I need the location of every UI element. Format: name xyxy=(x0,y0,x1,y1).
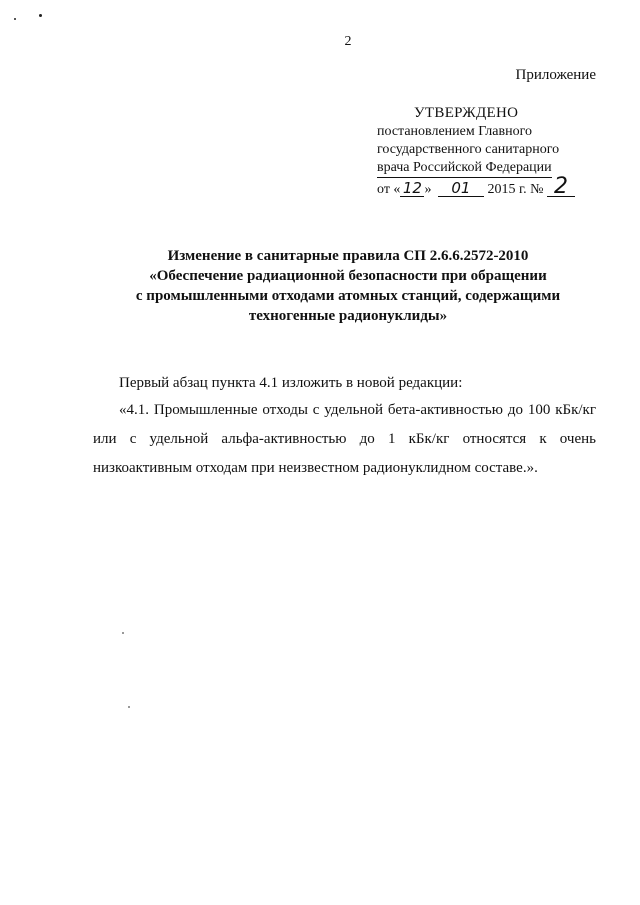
title-line: «Обеспечение радиационной безопасности при обращении xyxy=(149,268,547,284)
lead-sentence: Первый абзац пункта 4.1 изложить в новой редакции: xyxy=(119,375,463,391)
appendix-label: Приложение xyxy=(515,67,596,83)
scan-speck xyxy=(14,18,16,20)
title-line: техногенные радионуклиды» xyxy=(248,308,448,324)
scan-speck xyxy=(128,706,130,708)
approval-block xyxy=(377,104,607,199)
resolution-number: 2 xyxy=(547,178,575,197)
date-day: 12 xyxy=(400,180,424,197)
date-mid: » xyxy=(424,182,435,197)
approval-line: постановлением Главного xyxy=(377,124,532,139)
approval-line: государственного санитарного xyxy=(377,142,560,157)
approved-heading: УТВЕРЖДЕНО xyxy=(414,105,519,121)
scan-speck xyxy=(122,632,124,634)
approval-line-text: врача Российской Федерации xyxy=(377,159,552,178)
approval-line xyxy=(377,159,607,178)
date-month: 01 xyxy=(438,180,484,197)
title-line: с промышленными отходами атомных станций, содержащими xyxy=(135,288,561,304)
title-line: Изменение в санитарные правила СП 2.6.6.2572-2010 xyxy=(167,248,529,264)
date-prefix: от « xyxy=(377,182,401,197)
date-year: 2015 г. № xyxy=(487,182,544,197)
document-title xyxy=(0,246,640,326)
approval-date-line xyxy=(377,174,607,199)
page-number: 2 xyxy=(344,34,352,49)
amendment-paragraph: «4.1. Промышленные отходы с удельной бета-активностью до 100 кБк/кг или с удельной альфа-активностью до 1 кБк/кг относятся к очень низкоактивным отходам при неизвестном радионуклидном составе.». xyxy=(93,402,596,476)
scan-speck xyxy=(39,14,42,17)
